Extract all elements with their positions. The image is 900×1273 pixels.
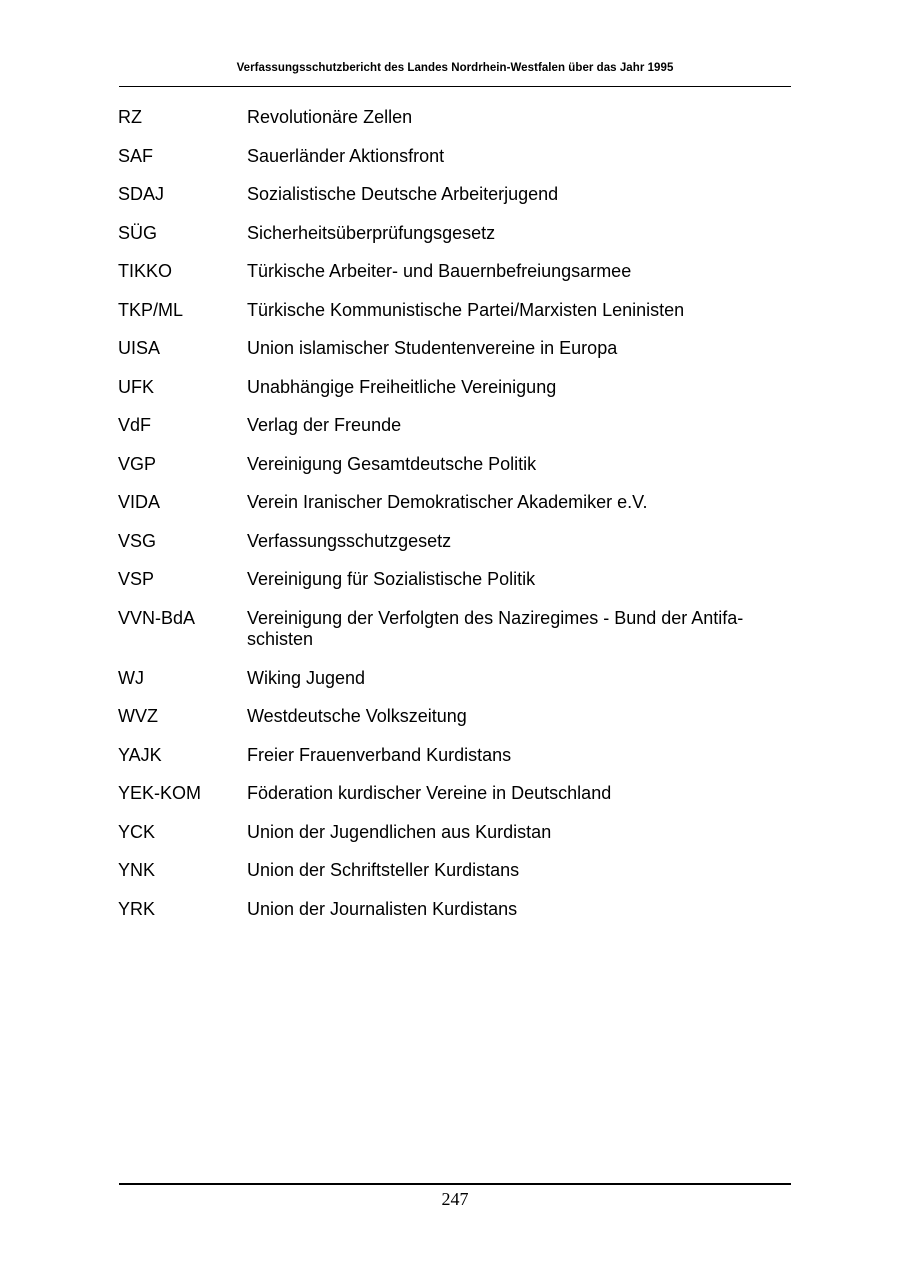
abbreviation: YCK: [118, 821, 156, 842]
full-name: Sozialistische Deutsche Arbeiterjugend: [247, 184, 559, 204]
full-name: Verlag der Freunde: [247, 415, 402, 435]
list-item: [118, 146, 778, 168]
running-header: Verfassungsschutzbericht des Landes Nordrhein-Westfalen über das Jahr 1995: [236, 62, 674, 74]
list-item: [118, 338, 778, 360]
abbreviation: WJ: [118, 667, 144, 688]
full-name: Vereinigung Gesamtdeutsche Politik: [247, 453, 537, 474]
abbreviation: VSP: [118, 569, 155, 589]
full-name: Vereinigung für Sozialistische Politik: [247, 569, 536, 589]
abbreviation: UFK: [118, 376, 154, 397]
full-name: Union der Jugendlichen aus Kurdistan: [247, 821, 552, 842]
full-name: Sauerländer Aktionsfront: [247, 145, 445, 166]
list-item: [118, 454, 778, 476]
abbreviation: VIDA: [118, 492, 161, 512]
abbreviation: SÜG: [118, 222, 158, 243]
list-item: [118, 300, 778, 322]
abbreviation: SDAJ: [118, 184, 165, 204]
list-item: [118, 377, 778, 399]
full-name: Verein Iranischer Demokratischer Akademiker e.V.: [247, 492, 648, 512]
header-rule: [119, 86, 791, 87]
abbreviation: VSG: [118, 530, 157, 551]
list-item: [118, 569, 778, 591]
list-item: [118, 899, 778, 921]
full-name: Türkische Kommunistische Partei/Marxisten Leninisten: [247, 299, 685, 320]
abbreviation: RZ: [118, 107, 142, 127]
full-name: Freier Frauenverband Kurdistans: [247, 744, 512, 765]
list-item: [118, 492, 778, 514]
full-name: Westdeutsche Volkszeitung: [247, 706, 467, 726]
full-name: Revolutionäre Zellen: [247, 107, 413, 127]
full-name: Union der Journalisten Kurdistans: [247, 898, 518, 919]
abbreviation: SAF: [118, 145, 154, 166]
list-item: [118, 822, 778, 844]
full-name: Unabhängige Freiheitliche Vereinigung: [247, 376, 557, 397]
abbreviation: UISA: [118, 338, 161, 358]
abbreviation: TIKKO: [118, 261, 173, 281]
list-item: [118, 608, 778, 651]
footer-rule: [119, 1183, 791, 1185]
abbreviation: VVN-BdA: [118, 607, 196, 628]
full-name: Sicherheitsüberprüfungsgesetz: [247, 222, 496, 243]
full-name: Türkische Arbeiter- und Bauernbefreiungsarmee: [247, 261, 632, 281]
abbreviation: TKP/ML: [118, 299, 184, 320]
abbreviation: WVZ: [118, 706, 158, 726]
list-item: [118, 223, 778, 245]
list-item: [118, 783, 778, 805]
list-item: [118, 415, 778, 437]
list-item: [118, 668, 778, 690]
page-number: 247: [441, 1189, 469, 1209]
list-item: [118, 184, 778, 206]
abbreviation: VdF: [118, 415, 152, 435]
list-item: [118, 261, 778, 283]
full-name: Union islamischer Studentenvereine in Europa: [247, 338, 618, 358]
list-item: [118, 531, 778, 553]
list-item: [118, 745, 778, 767]
list-item: [118, 107, 778, 129]
list-item: [118, 706, 778, 728]
full-name: Union der Schriftsteller Kurdistans: [247, 860, 520, 880]
full-name: Wiking Jugend: [247, 667, 366, 688]
abbreviation: YRK: [118, 898, 156, 919]
full-name: Vereinigung der Verfolgten des Naziregimes - Bund der Antifa- schisten: [247, 607, 744, 649]
abbreviation: YAJK: [118, 744, 162, 765]
full-name: Verfassungsschutzgesetz: [247, 530, 452, 551]
abbreviation: YNK: [118, 860, 156, 880]
abbreviation: VGP: [118, 453, 157, 474]
abbreviation: YEK-KOM: [118, 783, 202, 803]
list-item: [118, 860, 778, 882]
full-name: Föderation kurdischer Vereine in Deutschland: [247, 783, 612, 803]
abbreviation-list: [118, 107, 778, 937]
